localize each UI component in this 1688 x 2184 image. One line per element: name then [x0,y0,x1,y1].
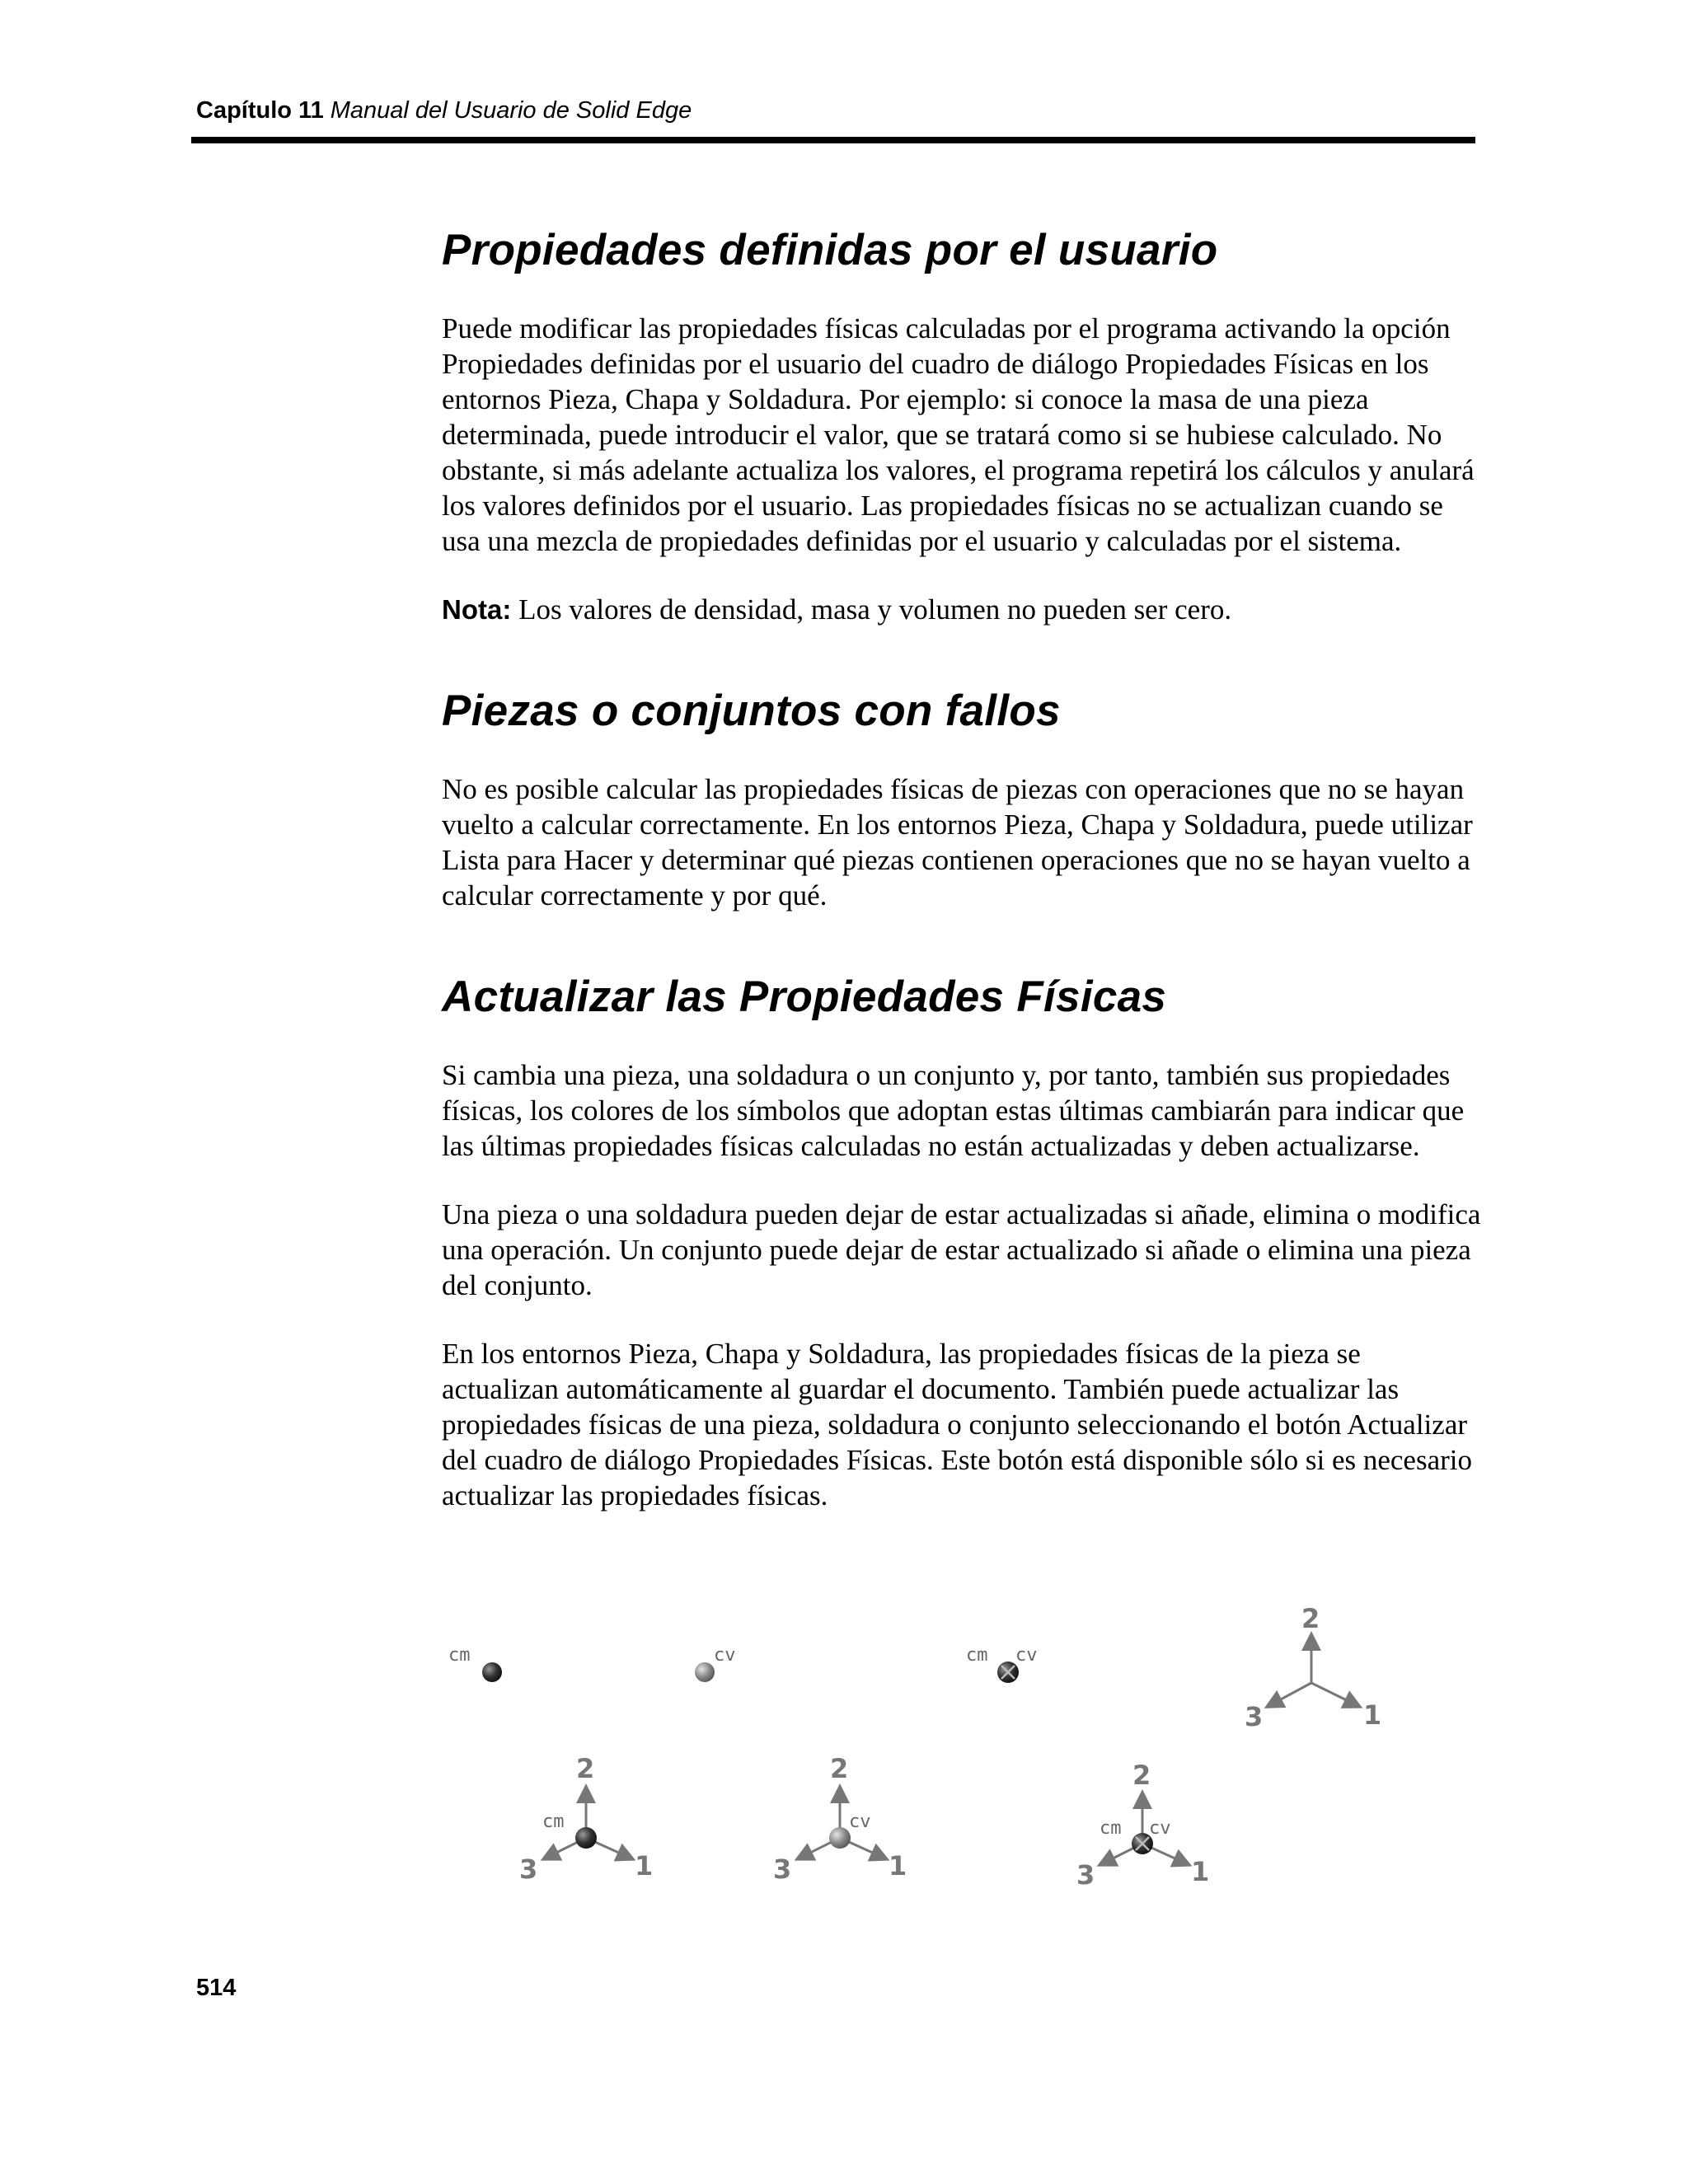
axis-3-label: 3 [773,1854,792,1885]
cv-axes-symbol [773,1753,907,1885]
cm-axes-symbol [519,1753,653,1885]
note-paragraph [442,592,1482,627]
paragraph-failed-parts: No es posible calcular las propiedades físicas de piezas con operaciones que no se hayan vuelto a calcular correctamente. En los entornos Pieza, Chapa y Soldadura, puede utilizar Lista para Hacer y determinar qué piezas contienen operaciones que no se hayan vuelto a calcular correctamente y por qué. [442,773,1473,912]
page-number: 514 [196,1975,237,2001]
paragraph-update-1: Si cambia una pieza, una soldadura o un conjunto y, por tanto, también sus propiedades físicas, los colores de los símbolos que adoptan estas últimas cambiarán para indicar que las últimas propiedades físicas calculadas no están actualizadas y deben actualizarse. [442,1059,1465,1162]
cm-label: cm [966,1645,988,1666]
axis-3-label: 3 [1245,1701,1264,1732]
section-heading-failed-parts: Piezas o conjuntos con fallos [442,687,1061,735]
cm-ball-icon [482,1662,502,1682]
cm-cv-axes-symbol [1076,1760,1209,1891]
center-of-mass-symbol [448,1645,502,1682]
axis-2-label: 2 [830,1753,849,1784]
axis-3-label: 3 [1076,1859,1095,1891]
cv-label: cv [849,1811,871,1832]
manual-title: Manual del Usuario de Solid Edge [330,97,692,124]
axis-1-label: 1 [635,1850,654,1882]
chapter-label: Capítulo 11 [196,97,324,124]
paragraph-update-2: Una pieza o una soldadura pueden dejar de estar actualizadas si añade, elimina o modifica una operación. Un conjunto puede dejar de estar actualizado si añade o elimina una pieza del conjunto. [442,1198,1481,1301]
axis-2-label: 2 [1132,1760,1151,1791]
axis-1-label: 1 [889,1850,907,1882]
center-of-volume-symbol [695,1645,736,1682]
note-label: Nota: [442,594,512,625]
cv-label: cv [714,1645,736,1666]
paragraph-update-3: En los entornos Pieza, Chapa y Soldadura, las propiedades físicas de la pieza se actualizan automáticamente al guardar el documento. También puede actualizar las propiedades físicas de una pieza, soldadura o conjunto seleccionando el botón Actualizar del cuadro de diálogo Propiedades Físicas. Este botón está disponible sólo si es necesario actualizar las propiedades físicas. [442,1338,1473,1511]
cv-label: cv [1149,1818,1171,1839]
cm-label: cm [448,1645,471,1666]
cm-ball-icon [575,1827,597,1849]
physical-property-symbols-figure [442,1586,1390,1916]
axis-2-label: 2 [1301,1603,1320,1634]
axis-1-label: 1 [1191,1856,1210,1887]
principal-axes-symbol [1245,1603,1381,1732]
cm-label: cm [542,1811,565,1832]
cm-label: cm [1100,1818,1122,1839]
axis-1-label: 1 [1363,1699,1382,1731]
cv-ball-icon [695,1662,715,1682]
cv-ball-icon [829,1827,851,1849]
header-rule [191,137,1475,143]
section-heading-update-properties: Actualizar las Propiedades Físicas [442,972,1167,1021]
section-heading-user-properties: Propiedades definidas por el usuario [442,226,1218,274]
axis-2-label: 2 [576,1753,595,1784]
cv-label: cv [1015,1645,1038,1666]
paragraph-user-properties: Puede modificar las propiedades físicas calculadas por el programa activando la opción Propiedades definidas por el usuario del cuadro de diálogo Propiedades Físicas en los entornos Pieza, Chapa y Soldadura. Por ejemplo: si conoce la masa de una pieza determinada, puede introducir el valor, que se tratará como si se hubiese calculado. No obstante, si más adelante actualiza los valores, el programa repetirá los cálculos y anulará los valores definidos por el usuario. Las propiedades físicas no se actualizan cuando se usa una mezcla de propiedades definidas por el usuario y calculadas por el sistema. [442,312,1475,557]
axis-3-label: 3 [519,1854,538,1885]
page-body [442,221,1482,1513]
note-text: Los valores de densidad, masa y volumen no pueden ser cero. [511,593,1232,626]
cm-cv-symbol [966,1645,1038,1683]
running-header [196,97,692,124]
